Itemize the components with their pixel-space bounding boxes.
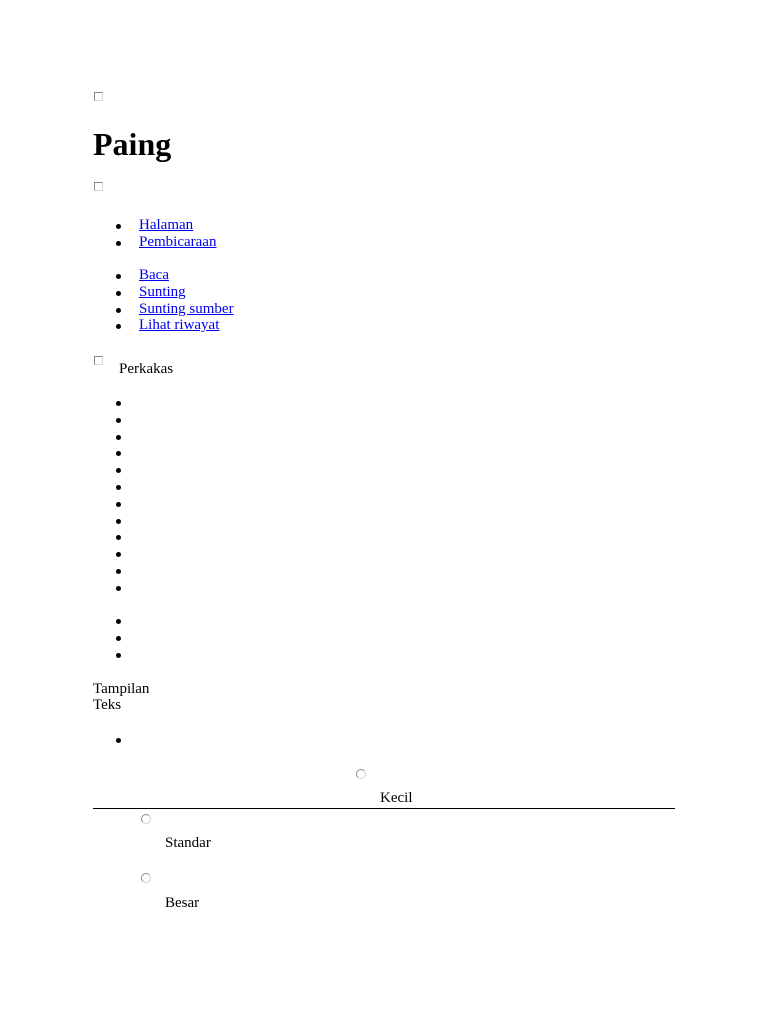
list-item [0, 512, 139, 529]
list-bullet [116, 418, 121, 423]
tab-lihat-riwayat [0, 317, 234, 334]
namespace-tabs [0, 217, 216, 251]
list-item [0, 428, 139, 445]
list-bullet [116, 519, 121, 524]
option-standar-label: Standar [165, 835, 211, 851]
tab-sunting-sumber-link[interactable]: Sunting sumber [139, 300, 234, 317]
list-bullet [116, 619, 121, 624]
radio-besar[interactable] [141, 873, 151, 883]
option-kecil-label: Kecil [380, 790, 413, 806]
tab-sunting-sumber [0, 301, 234, 318]
toc-checkbox[interactable] [94, 182, 103, 191]
list-bullet [116, 569, 121, 574]
list-item [0, 612, 139, 629]
tools-checkbox[interactable] [94, 356, 103, 365]
list-bullet [116, 552, 121, 557]
list-item [0, 495, 139, 512]
list-item [0, 478, 139, 495]
tools-label: Perkakas [119, 361, 174, 377]
list-item [0, 646, 139, 663]
tab-baca-link[interactable]: Baca [139, 267, 169, 283]
list-item [0, 461, 139, 478]
view-tabs [0, 267, 234, 334]
list-bullet [116, 435, 121, 440]
list-bullet [116, 401, 121, 406]
tab-baca [0, 267, 234, 284]
radio-standar[interactable] [141, 814, 151, 824]
list-item [0, 545, 139, 562]
list-item [0, 394, 139, 411]
list-bullet [116, 586, 121, 591]
tab-pembicaraan-link[interactable]: Pembicaraan [139, 233, 217, 250]
list-bullet [116, 308, 121, 313]
list-bullet [116, 224, 121, 229]
tab-sunting-link[interactable]: Sunting [139, 283, 186, 300]
tab-pembicaraan [0, 234, 216, 251]
list-bullet [116, 653, 121, 658]
appearance-heading: Tampilan [93, 681, 150, 697]
list-bullet [116, 738, 121, 743]
tools-list-secondary [0, 612, 139, 662]
appearance-list [0, 731, 139, 748]
list-item [0, 444, 139, 461]
option-besar-label: Besar [165, 895, 200, 911]
divider [93, 808, 675, 809]
list-bullet [116, 274, 121, 279]
tab-halaman [0, 217, 216, 234]
tab-lihat-riwayat-link[interactable]: Lihat riwayat [139, 317, 220, 334]
list-item [0, 579, 139, 596]
tools-list [0, 394, 139, 596]
tab-halaman-link[interactable]: Halaman [139, 217, 194, 233]
list-item [0, 731, 139, 748]
list-item [0, 562, 139, 579]
list-bullet [116, 535, 121, 540]
list-bullet [116, 291, 121, 296]
list-bullet [116, 241, 121, 246]
list-bullet [116, 636, 121, 641]
list-item [0, 528, 139, 545]
list-bullet [116, 451, 121, 456]
radio-kecil[interactable] [356, 769, 366, 779]
list-item [0, 411, 139, 428]
list-bullet [116, 502, 121, 507]
tab-sunting [0, 284, 234, 301]
list-bullet [116, 468, 121, 473]
list-item [0, 629, 139, 646]
text-heading: Teks [93, 697, 122, 713]
page-title: Paing [93, 126, 172, 162]
list-bullet [116, 485, 121, 490]
main-menu-checkbox[interactable] [94, 92, 103, 101]
list-bullet [116, 324, 121, 329]
